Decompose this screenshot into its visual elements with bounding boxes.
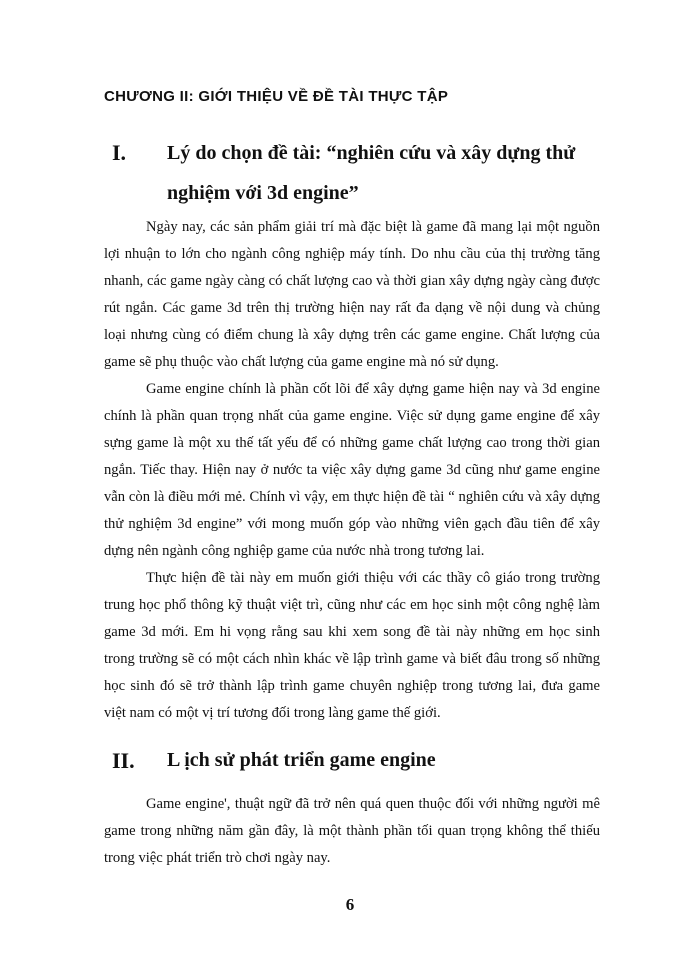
- section-2-paragraph-1: Game engine', thuật ngữ đã trở nên quá quen thuộc đối với những người mê game trong những năm gần đây, là một thành phần tối quan trọng không thể thiếu trong việc phát triển trò chơi ngày nay.: [104, 796, 600, 866]
- chapter-title: CHƯƠNG II: GIỚI THIỆU VỀ ĐỀ TÀI THỰC TẬP: [104, 88, 449, 105]
- section-1-paragraph-3: Thực hiện đề tài này em muốn giới thiệu với các thầy cô giáo trong trường trung học phổ thông kỹ thuật việt trì, cũng như các em học sinh một công nghệ làm game 3d mới. Em hi vọng rằng sau khi xem song đề tài này những em học sinh trong trường sẽ có một cách nhìn khác về lập trình game và biết đâu trong số những học sinh đó sẽ trở thành lập trình game chuyên nghiệp trong tương lai, đưa game việt nam có một vị trí tương đối trong làng game thế giới.: [104, 570, 600, 721]
- page-number: 6: [345, 895, 355, 914]
- section-2-title: L ịch sử phát triển game engine: [167, 749, 436, 771]
- section-1-number: I.: [112, 140, 127, 165]
- section-1-paragraph-2: Game engine chính là phần cốt lõi để xây dựng game hiện nay và 3d engine chính là phần quan trọng nhất của game engine. Việc sử dụng game engine để xây sựng game là một xu thế tất yếu để có những game chất lượng cao trong thời gian ngắn. Tiếc thay. Hiện nay ở nước ta việc xây dựng game 3d cũng như game engine vẫn còn là điều mới mẻ. Chính vì vậy, em thực hiện đề tài “ nghiên cứu và xây dựng thử nghiệm 3d engine” với mong muốn góp vào những viên gạch đầu tiên để xây dựng nên ngành công nghiệp game của nước nhà trong tương lai.: [104, 381, 600, 559]
- section-1-paragraph-1: Ngày nay, các sản phẩm giải trí mà đặc biệt là game đã mang lại một nguồn lợi nhuận to lớn cho ngành công nghiệp máy tính. Do nhu cầu của thị trường tăng nhanh, các game ngày càng có chất lượng cao và thời gian xây dựng ngày càng được rút ngắn. Các game 3d trên thị trường hiện nay rất đa dạng về nội dung và chủng loại nhưng cùng có điểm chung là xây dựng trên các game engine. Chất lượng của game sẽ phụ thuộc vào chất lượng của game engine mà nó sử dụng.: [104, 219, 600, 370]
- section-2-number: II.: [112, 748, 135, 773]
- section-1-title: Lý do chọn đề tài: “nghiên cứu và xây dựng thử nghiệm với 3d engine”: [167, 142, 576, 204]
